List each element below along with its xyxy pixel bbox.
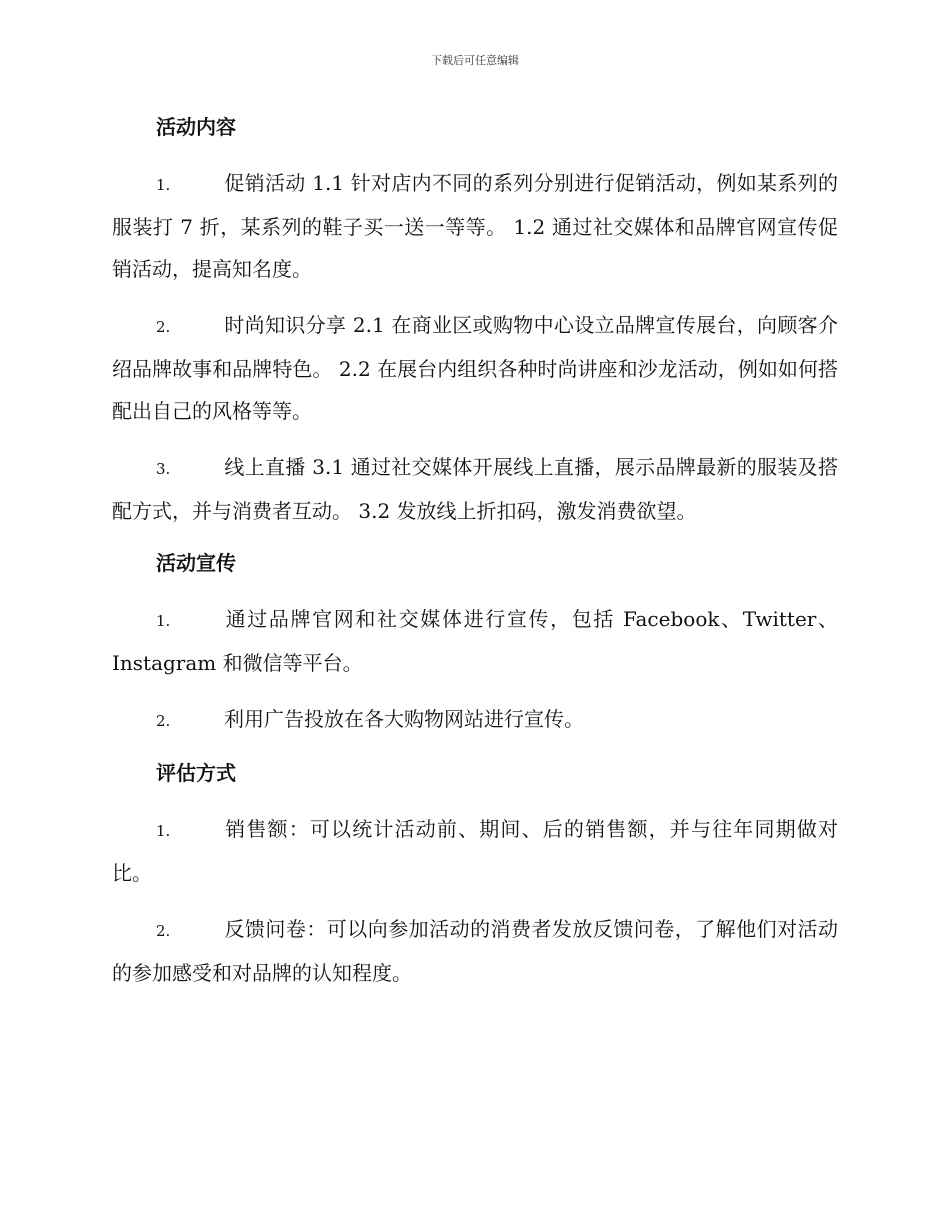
list-item-text: 利用广告投放在各大购物网站进行宣传。 xyxy=(224,707,584,731)
list-item xyxy=(112,808,838,894)
list-number: 3. xyxy=(156,460,171,478)
header-note: 下载后可任意编辑 xyxy=(431,54,519,67)
list-item-text: 反馈问卷：可以向参加活动的消费者发放反馈问卷，了解他们对活动的参加感受和对品牌的认知程度。 xyxy=(112,917,838,985)
list-item xyxy=(112,446,838,532)
section-heading: 活动内容 xyxy=(156,115,236,139)
section-heading: 评估方式 xyxy=(156,761,236,785)
list-number: 1. xyxy=(156,612,171,630)
list-item-text: 促销活动 1.1 针对店内不同的系列分别进行促销活动，例如某系列的服装打 7 折，某系列的鞋子买一送一等等。 1.2 通过社交媒体和品牌官网宣传促销活动，提高知名度。 xyxy=(112,171,838,281)
list-item xyxy=(112,908,838,994)
list-item-text: 通过品牌官网和社交媒体进行宣传，包括 Facebook、Twitter、Instagram 和微信等平台。 xyxy=(112,607,838,675)
section-heading: 活动宣传 xyxy=(156,551,236,575)
section-activity-content xyxy=(112,110,838,532)
list-item xyxy=(112,698,838,742)
list-item xyxy=(112,598,838,684)
list-number: 2. xyxy=(156,922,171,940)
list-number: 2. xyxy=(156,712,171,730)
list-item xyxy=(112,304,838,432)
list-item-text: 销售额：可以统计活动前、期间、后的销售额，并与往年同期做对比。 xyxy=(112,817,838,885)
section-activity-promotion xyxy=(112,546,838,742)
list-number: 1. xyxy=(156,176,171,194)
section-evaluation-method xyxy=(112,756,838,994)
document-body xyxy=(112,110,838,1008)
list-number: 2. xyxy=(156,318,171,336)
list-number: 1. xyxy=(156,822,171,840)
list-item xyxy=(112,162,838,290)
list-item-text: 线上直播 3.1 通过社交媒体开展线上直播，展示品牌最新的服装及搭配方式，并与消费者互动。 3.2 发放线上折扣码，激发消费欲望。 xyxy=(112,455,838,523)
list-item-text: 时尚知识分享 2.1 在商业区或购物中心设立品牌宣传展台，向顾客介绍品牌故事和品牌特色。 2.2 在展台内组织各种时尚讲座和沙龙活动，例如如何搭配出自己的风格等等。 xyxy=(112,313,838,423)
